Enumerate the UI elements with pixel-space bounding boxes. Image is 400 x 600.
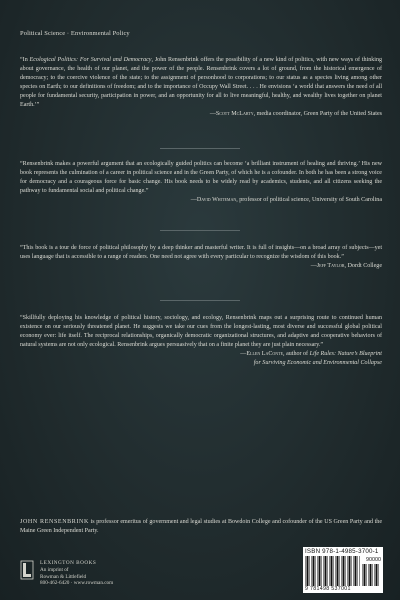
barcode-bar	[335, 556, 336, 586]
barcode-bar	[315, 556, 316, 586]
barcode-bar	[319, 556, 321, 586]
barcode-bar	[313, 556, 315, 586]
barcode-bar	[362, 564, 363, 586]
barcode-bar	[347, 556, 348, 586]
publisher-imprint-line: An imprint of	[40, 566, 69, 573]
barcode-bar	[370, 564, 372, 586]
price-code: 90000	[366, 557, 381, 563]
quote-3-text: “This book is a tour de force of political philosophy by a deep thinker and masterful writer. It is full of insights—on a broad array of subjects—yet uses language that is accessible to a range of readers. One need not agree with every particular to recognize the wisdom of this book.”	[20, 245, 382, 260]
divider-1	[160, 148, 240, 149]
barcode-bar	[341, 556, 342, 586]
barcode-bar	[331, 556, 333, 586]
quote-4-attribution: —Ellen LaConte, author of Life Rules: Nature’s Blueprint for Surviving Economic and Environmental Collapse	[240, 351, 382, 366]
divider-2	[160, 230, 240, 231]
barcode-number: 9 781498 537001	[305, 586, 351, 592]
publisher-parent: Rowman & Littlefield	[40, 573, 87, 580]
divider-3	[160, 300, 240, 301]
barcode-bar	[323, 556, 324, 586]
barcode-bar	[378, 564, 379, 586]
quote-1-text: “In Ecological Politics: For Survival and Democracy, John Rensenbrink offers the possibility of a new kind of politics, with new ways of thinking about governance, the health of our planet, and the power of the people. Rensenbrink covers a lot of ground, from the historical emergence of democracy; to the coercive violence of the state; to the assignment of personhood to corporations; to our status as a species living among other species on Earth; to our definitions of freedom; and to the importance of Occupy Wall Street. . . . He envisions ‘a world that answers the need of all people for fundamental security, participation in power, and an opportunity for all to live meaningful, healthy, and wealthy lives together on planet Earth.’”	[20, 57, 382, 108]
barcode-bar	[366, 564, 367, 586]
barcode-bar	[311, 556, 312, 586]
author-name: JOHN RENSENBRINK	[20, 519, 89, 525]
barcode-bar	[325, 556, 327, 586]
barcode-bars	[305, 556, 361, 586]
barcode-bar	[305, 556, 306, 586]
author-bio: JOHN RENSENBRINK is professor emeritus of government and legal studies at Bowdoin College and cofounder of the US Green Party and the Maine Green Independent Party.	[20, 519, 383, 534]
barcode-bar	[343, 556, 345, 586]
barcode-bar	[376, 564, 378, 586]
publisher-name: LEXINGTON BOOKS	[40, 560, 97, 566]
quote-4-text: “Skillfully deploying his knowledge of political history, sociology, and ecology, Rensenbrink maps out a surprising route to continued human existence on our seriously threatened planet. He suggests we take our cues from the longest-lasting, most diverse and successful global political economy ever: life itself. The reciprocal relationships, organically democratic organizational structures, and adaptive and cooperative behaviors of natural systems are not only ecological. Rensenbrink argues persuasively that on a finite planet they are just plain necessary.”	[20, 315, 382, 348]
isbn-barcode	[303, 547, 383, 593]
publisher-contact: 800-462-6420 · www.rowman.com	[40, 580, 114, 587]
barcode-bar	[357, 556, 358, 586]
endorsement-quote-3	[20, 244, 382, 271]
quote-2-attribution: —David Whiteman, professor of political science, University of South Carolina	[190, 197, 382, 203]
barcode-bar	[359, 556, 360, 586]
barcode-bar	[364, 564, 366, 586]
quote-3-attribution: —Jeff Taylor, Dordt College	[310, 263, 382, 269]
isbn-text: ISBN 978-1-4985-3700-1	[305, 548, 379, 555]
barcode-bar	[368, 564, 369, 586]
barcode-bar	[349, 556, 351, 586]
barcode-bar	[333, 556, 334, 586]
barcode-bar	[329, 556, 330, 586]
book-title: Ecological Politics: For Survival and Democracy	[29, 57, 152, 63]
barcode-bar	[353, 556, 354, 586]
barcode-bar	[307, 556, 309, 586]
quote-1-attribution: —Scott McLarty, media coordinator, Green Party of the United States	[209, 111, 382, 117]
barcode-bar	[327, 556, 328, 586]
quote-2-text: “Rensenbrink makes a powerful argument that an ecologically guided politics can become ‘a brilliant instrument of healing and thriving.’ His new book represents the culmination of a career in political science and in the Green Party, of which he is a cofounder. In both he has been a strong voice for democracy and a courageous force for basic change. His book needs to be widely read by academics, students, and all citizens seeking the pathway to fundamental social and political change.”	[20, 161, 382, 194]
publisher-info	[40, 560, 113, 587]
barcode-bar	[372, 564, 373, 586]
barcode-bar	[317, 556, 318, 586]
price-barcode-bars	[362, 564, 381, 586]
endorsement-quote-4	[20, 314, 382, 368]
lexington-logo-icon	[20, 560, 34, 580]
category-label: Political Science · Environmental Policy	[20, 30, 130, 37]
barcode-bar	[355, 556, 357, 586]
barcode-bar	[374, 564, 375, 586]
barcode-bar	[321, 556, 322, 586]
barcode-bar	[351, 556, 352, 586]
barcode-bar	[339, 556, 340, 586]
barcode-bar	[337, 556, 339, 586]
endorsement-quote-1	[20, 56, 382, 119]
barcode-bar	[309, 556, 310, 586]
endorsement-quote-2	[20, 160, 382, 205]
barcode-bar	[345, 556, 346, 586]
